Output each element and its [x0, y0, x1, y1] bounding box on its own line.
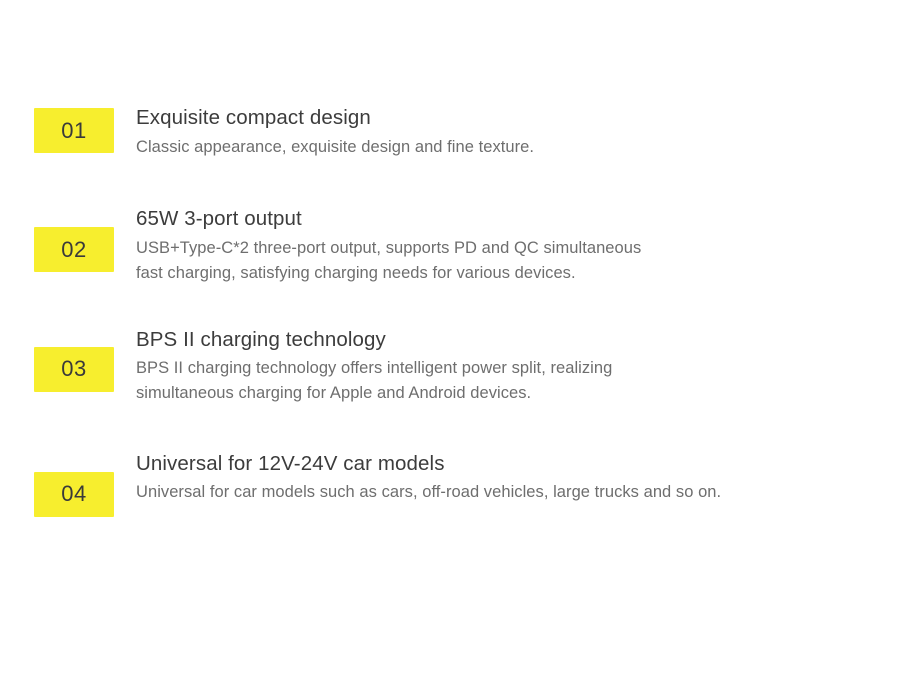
feature-text-block: [136, 326, 612, 406]
feature-description: [136, 480, 721, 505]
feature-number: 03: [61, 356, 87, 382]
feature-number: 02: [61, 236, 87, 262]
feature-title: 65W 3-port output: [136, 207, 302, 231]
feature-description-line: simultaneous charging for Apple and Android devices.: [136, 384, 532, 403]
feature-description: [136, 135, 534, 160]
feature-item: [0, 326, 900, 406]
feature-number-badge: [34, 227, 114, 272]
feature-title: BPS II charging technology: [136, 327, 386, 351]
feature-number-badge: [34, 472, 114, 517]
feature-description-line: Classic appearance, exquisite design and fine texture.: [136, 137, 535, 156]
feature-number-badge: [34, 347, 114, 392]
feature-title: Universal for 12V-24V car models: [136, 451, 445, 475]
feature-description-line: fast charging, satisfying charging needs for various devices.: [136, 263, 576, 282]
feature-number: 04: [61, 481, 87, 507]
feature-description-line: Universal for car models such as cars, off-road vehicles, large trucks and so on.: [136, 483, 722, 502]
feature-text-block: [136, 450, 721, 505]
feature-text-block: [136, 205, 641, 285]
feature-item: [0, 104, 900, 159]
feature-title: Exquisite compact design: [136, 106, 371, 129]
feature-description-line: BPS II charging technology offers intelligent power split, realizing: [136, 359, 613, 378]
feature-number: 01: [61, 117, 87, 143]
feature-description: [136, 356, 612, 406]
feature-text-block: [136, 104, 534, 159]
feature-number-badge: [34, 108, 114, 153]
feature-item: [0, 450, 900, 517]
feature-description: [136, 236, 641, 286]
feature-item: [0, 205, 900, 285]
feature-description-line: USB+Type-C*2 three-port output, supports PD and QC simultaneous: [136, 239, 642, 258]
